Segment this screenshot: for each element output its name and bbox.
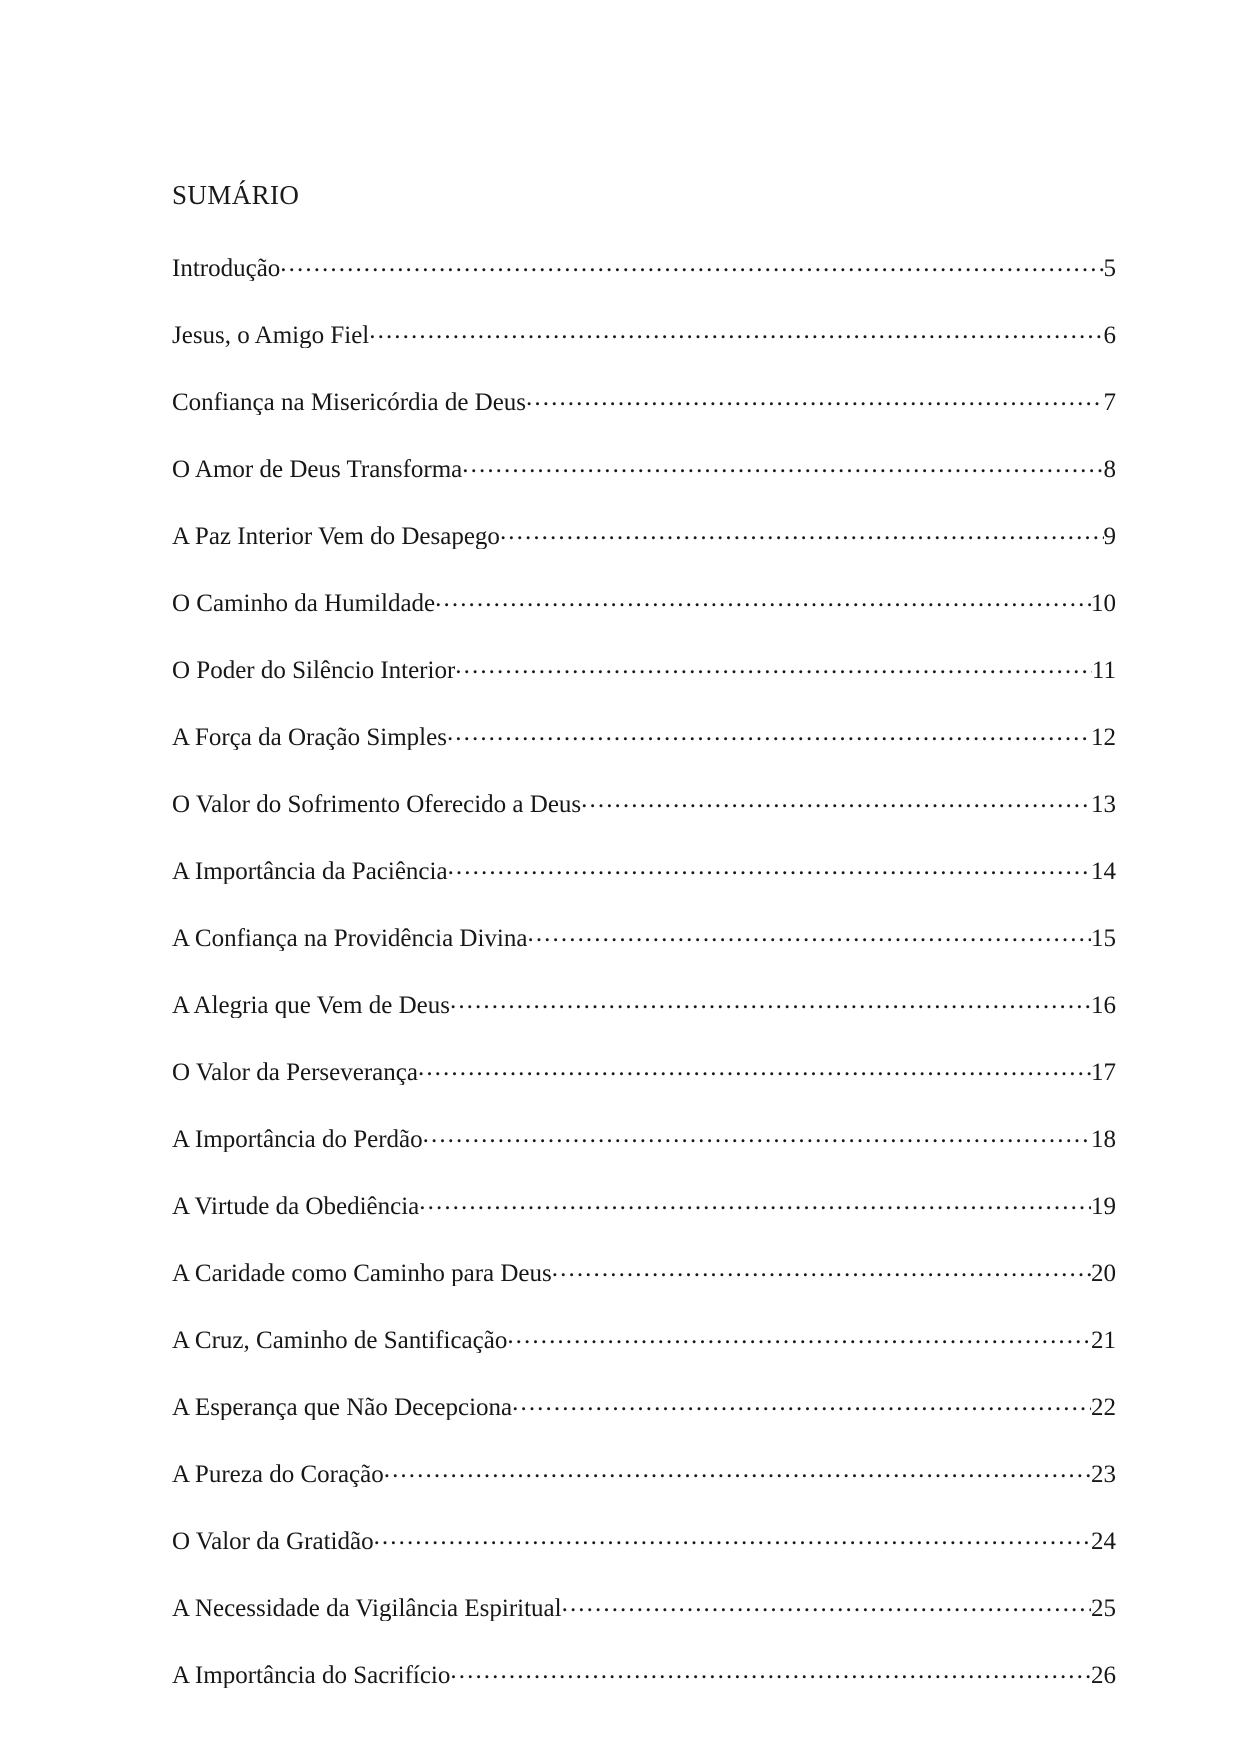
toc-dot-leader [423,1122,1091,1147]
toc-entry-title: A Paz Interior Vem do Desapego [172,524,500,549]
toc-entry-page-number: 23 [1091,1461,1116,1488]
toc-entry[interactable] [172,519,1116,549]
toc-dot-leader [369,318,1103,343]
toc-entry-title: A Importância do Sacrifício [172,1663,451,1688]
toc-dot-leader [527,921,1091,946]
toc-entry-page-number: 15 [1091,925,1116,952]
toc-dot-leader [418,1055,1091,1080]
toc-entry-page-number: 21 [1091,1327,1116,1354]
toc-entry-title: A Força da Oração Simples [172,725,447,750]
toc-entry-page-number: 22 [1091,1394,1116,1421]
toc-entry-title: Introdução [172,256,281,281]
toc-entry-page-number: 19 [1091,1193,1116,1220]
toc-dot-leader [374,1524,1091,1549]
toc-entry-title: A Alegria que Vem de Deus [172,993,450,1018]
toc-entry[interactable] [172,1591,1116,1621]
toc-dot-leader [447,720,1091,745]
toc-entry-title: A Importância da Paciência [172,859,448,884]
toc-dot-leader [450,988,1091,1013]
toc-dot-leader [280,251,1103,276]
toc-entry-title: A Esperança que Não Decepciona [172,1395,513,1420]
toc-entry-page-number: 14 [1091,858,1116,885]
toc-entry-page-number: 20 [1091,1260,1116,1287]
toc-entry-title: O Caminho da Humildade [172,591,436,616]
toc-entry-title: A Importância do Perdão [172,1127,423,1152]
toc-entry-page-number: 18 [1091,1126,1116,1153]
toc-entry[interactable] [172,854,1116,884]
toc-entry-page-number: 6 [1103,322,1116,349]
toc-dot-leader [562,1591,1091,1616]
toc-entry-page-number: 13 [1091,791,1116,818]
toc-entry-title: O Valor da Perseverança [172,1060,418,1085]
table-of-contents-list [172,251,1116,1688]
toc-entry[interactable] [172,318,1116,348]
toc-entry-title: A Cruz, Caminho de Santificação [172,1328,508,1353]
toc-entry-page-number: 12 [1091,724,1116,751]
toc-entry-page-number: 17 [1091,1059,1116,1086]
toc-entry-page-number: 8 [1103,456,1116,483]
toc-entry[interactable] [172,1122,1116,1152]
toc-dot-leader [507,1323,1091,1348]
toc-entry-title: A Virtude da Obediência [172,1194,420,1219]
toc-entry-title: O Amor de Deus Transforma [172,457,463,482]
toc-entry[interactable] [172,1055,1116,1085]
toc-dot-leader [552,1256,1091,1281]
toc-dot-leader [512,1390,1091,1415]
toc-entry-title: A Confiança na Providência Divina [172,926,528,951]
toc-dot-leader [419,1189,1091,1214]
toc-entry[interactable] [172,787,1116,817]
page-title: SUMÁRIO [172,180,300,210]
toc-entry-title: A Necessidade da Vigilância Espiritual [172,1596,562,1621]
toc-entry[interactable] [172,586,1116,616]
toc-entry-title: Jesus, o Amigo Fiel [172,323,370,348]
toc-entry-page-number: 11 [1091,657,1116,684]
toc-entry-page-number: 9 [1103,523,1116,550]
toc-dot-leader [448,854,1091,879]
toc-dot-leader [450,1658,1091,1683]
toc-dot-leader [384,1457,1091,1482]
toc-entry-title: A Caridade como Caminho para Deus [172,1261,552,1286]
toc-entry-title: O Poder do Silêncio Interior [172,658,456,683]
toc-entry-page-number: 7 [1103,389,1116,416]
toc-entry[interactable] [172,1323,1116,1353]
toc-entry-page-number: 25 [1091,1595,1116,1622]
toc-entry-title: A Pureza do Coração [172,1462,384,1487]
toc-entry[interactable] [172,1524,1116,1554]
toc-entry[interactable] [172,1457,1116,1487]
toc-entry[interactable] [172,1390,1116,1420]
toc-dot-leader [581,787,1091,812]
toc-entry[interactable] [172,1189,1116,1219]
toc-dot-leader [462,452,1103,477]
toc-entry-page-number: 16 [1091,992,1116,1019]
toc-entry[interactable] [172,385,1116,415]
toc-entry-page-number: 24 [1091,1528,1116,1555]
toc-entry-page-number: 26 [1091,1662,1116,1689]
toc-entry-title: O Valor do Sofrimento Oferecido a Deus [172,792,582,817]
toc-entry-page-number: 5 [1103,255,1116,282]
toc-entry[interactable] [172,452,1116,482]
toc-entry-page-number: 10 [1091,590,1116,617]
toc-entry-title: Confiança na Misericórdia de Deus [172,390,527,415]
toc-entry[interactable] [172,1256,1116,1286]
toc-dot-leader [435,586,1091,611]
toc-dot-leader [526,385,1103,410]
toc-entry[interactable] [172,720,1116,750]
toc-entry[interactable] [172,921,1116,951]
toc-dot-leader [500,519,1104,544]
toc-entry[interactable] [172,653,1116,683]
toc-entry[interactable] [172,988,1116,1018]
toc-dot-leader [455,653,1092,678]
toc-entry-title: O Valor da Gratidão [172,1529,374,1554]
toc-entry[interactable] [172,251,1116,281]
page-content [172,182,1116,1688]
toc-entry[interactable] [172,1658,1116,1688]
